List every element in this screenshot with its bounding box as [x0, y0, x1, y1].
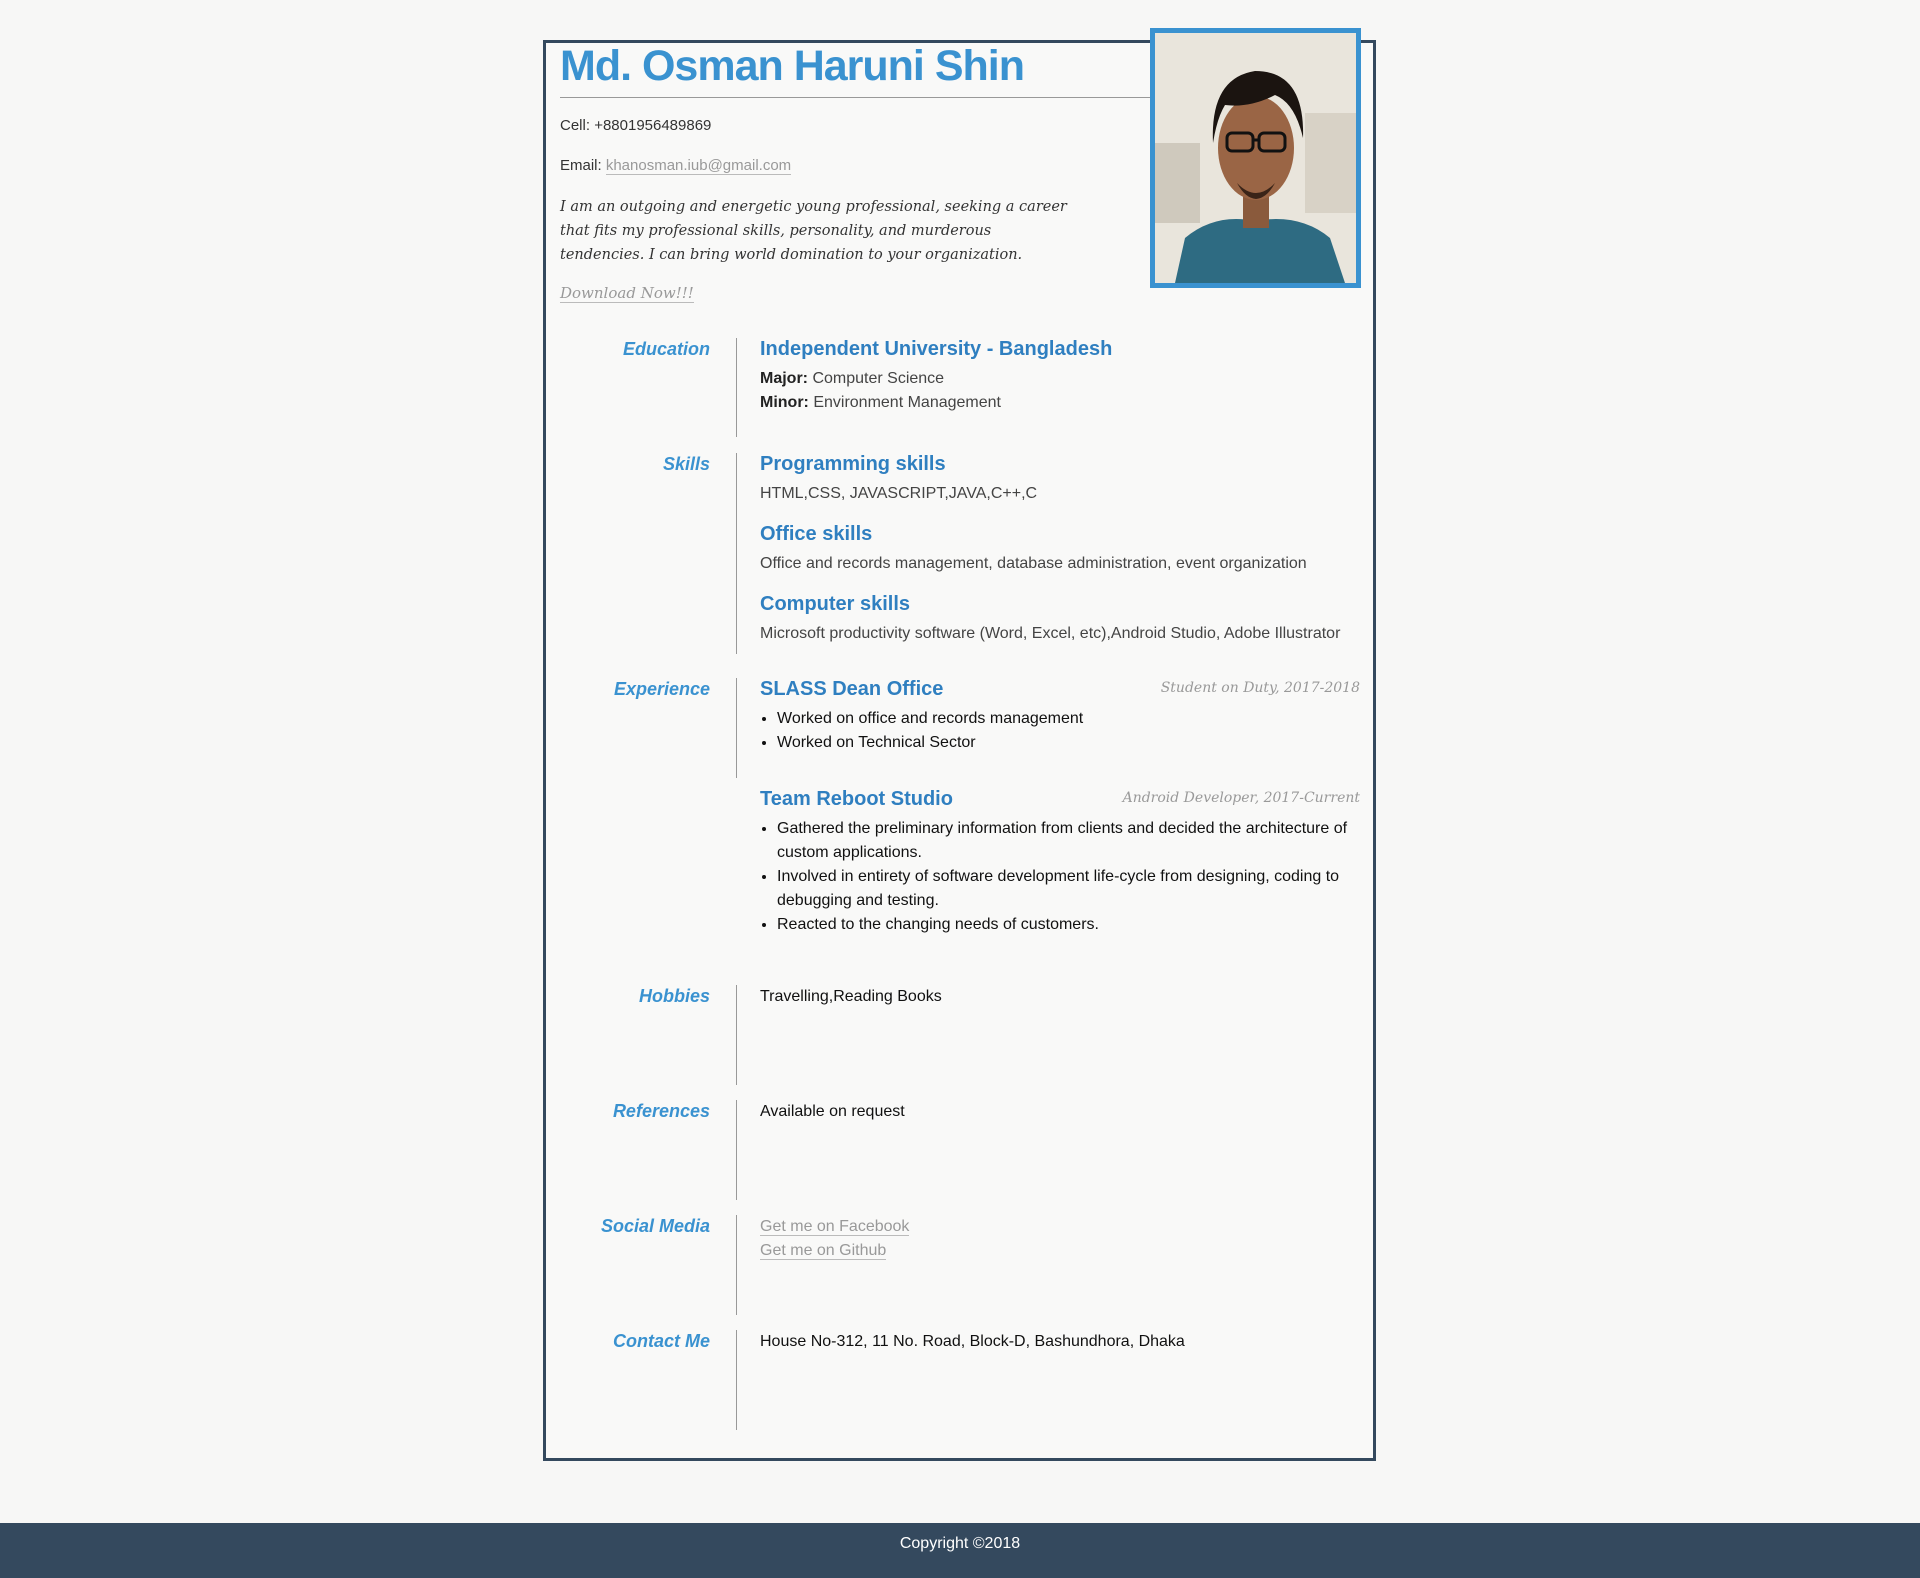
major-line: Major: Computer Science [760, 370, 945, 387]
section-divider [736, 985, 737, 1085]
cell-number: +8801956489869 [594, 117, 712, 134]
social-github [760, 1239, 886, 1263]
profile-photo [1150, 28, 1361, 288]
references-text: Available on request [760, 1103, 905, 1120]
job-company: Team Reboot Studio [760, 788, 953, 810]
section-divider [736, 678, 737, 778]
download-link[interactable]: Download Now!!! [560, 284, 694, 302]
skill-title: Office skills [760, 523, 873, 545]
section-label-references: References [612, 1101, 710, 1121]
section-divider [736, 1330, 737, 1430]
email-label: Email: [560, 157, 606, 174]
list-item: • Worked on office and records management [777, 707, 1362, 731]
section-label-hobbies: Hobbies [638, 986, 710, 1006]
section-divider [736, 1215, 737, 1315]
list-item: • Worked on Technical Sector [777, 731, 1362, 755]
email-line [560, 157, 791, 174]
minor-line: Minor: Environment Management [760, 394, 1001, 411]
cell-label: Cell: [560, 117, 595, 134]
email-link[interactable]: khanosman.iub@gmail.com [605, 157, 792, 174]
footer [0, 1523, 1920, 1578]
github-link[interactable]: Get me on Github [760, 1242, 887, 1259]
section-label-experience: Experience [613, 679, 710, 699]
skill-desc: Microsoft productivity software (Word, Excel, etc),Android Studio, Adobe Illustrator [760, 625, 1341, 642]
skill-desc: HTML,CSS, JAVASCRIPT,JAVA,C++,C [760, 485, 1038, 502]
list-item: • Involved in entirety of software development life-cycle from designing, coding to debugging and testing. [777, 865, 1362, 913]
job-company: SLASS Dean Office [760, 678, 944, 700]
job-bullets [760, 817, 1362, 937]
section-label-skills: Skills [662, 454, 710, 474]
copyright-text: Copyright ©2018 [899, 1535, 1021, 1552]
section-divider [736, 453, 737, 654]
job-bullets [760, 707, 1362, 755]
section-label-social: Social Media [600, 1216, 710, 1236]
school-name: Independent University - Bangladesh [760, 338, 1113, 360]
hobbies-text: Travelling,Reading Books [760, 988, 942, 1005]
job-role: Student on Duty, 2017-2018 [1160, 680, 1360, 696]
list-item: • Gathered the preliminary information from clients and decided the architecture of custom applications. [777, 817, 1362, 865]
section-label-education: Education [622, 339, 710, 359]
social-facebook [760, 1215, 909, 1239]
list-item: • Reacted to the changing needs of customers. [777, 913, 1362, 937]
cell-line [560, 117, 711, 134]
objective-text: I am an outgoing and energetic young professional, seeking a career that fits my professional skills, personality, and murderous tendencies. I can bring world domination to your organization. [560, 199, 1067, 263]
section-divider [736, 338, 737, 437]
full-name: Md. Osman Haruni Shin [560, 42, 1024, 90]
skill-title: Programming skills [760, 453, 946, 475]
facebook-link[interactable]: Get me on Facebook [760, 1218, 910, 1235]
section-divider [736, 1100, 737, 1200]
name-divider [560, 97, 1150, 98]
section-label-contact: Contact Me [612, 1331, 710, 1351]
skill-desc: Office and records management, database administration, event organization [760, 555, 1307, 572]
contact-address: House No-312, 11 No. Road, Block-D, Bashundhora, Dhaka [760, 1333, 1185, 1350]
skill-title: Computer skills [760, 593, 911, 615]
job-role: Android Developer, 2017-Current [1122, 790, 1360, 806]
